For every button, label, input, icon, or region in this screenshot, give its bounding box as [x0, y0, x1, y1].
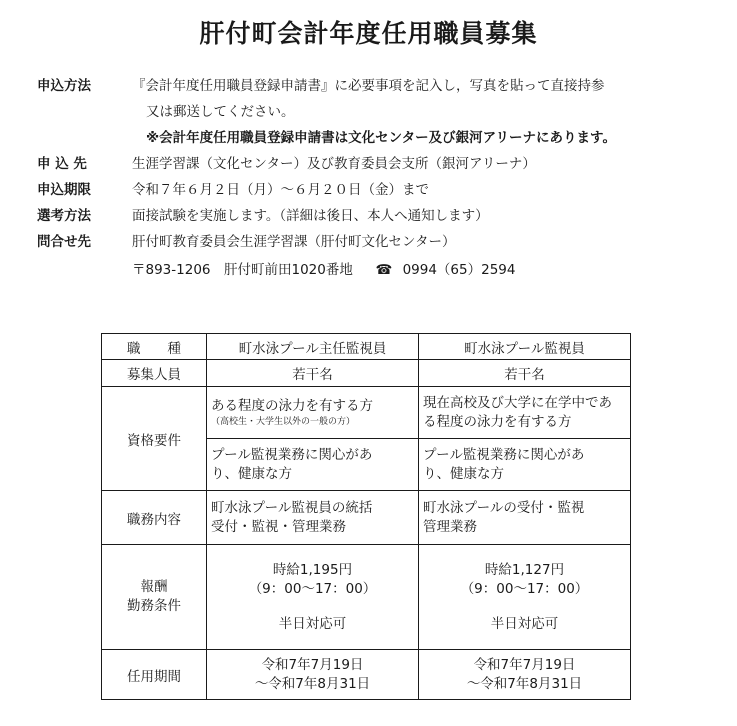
duties-label: 職務内容: [102, 491, 207, 545]
application-method-line2: 又は郵送してください。: [146, 104, 295, 120]
qualifications-label: 資格要件: [102, 387, 207, 491]
table-row-term: [102, 650, 631, 700]
duties-chief-line2: 受付・監視・管理業務: [211, 518, 346, 535]
qualifications-chief-1-note: （高校生・大学生以外の一般の方）: [211, 417, 356, 427]
qualifications-chief-2-line2: り、健康な方: [211, 465, 292, 482]
qualifications-monitor-1-line2: る程度の泳力を有する方: [423, 413, 572, 430]
compensation-chief-hours: （9：00～17：00）: [248, 580, 377, 597]
selection-method-label: 選考方法: [37, 208, 91, 224]
application-method-note: ※会計年度任用職員登録申請書は文化センター及び銀河アリーナにあります。: [146, 130, 616, 146]
application-method-label: 申込方法: [37, 78, 91, 94]
application-period-label: 申込期限: [37, 182, 91, 198]
phone-icon: ☎: [375, 262, 393, 278]
table-row-recruitment-count: [102, 360, 631, 387]
page-title: 肝付町会計年度任用職員募集: [199, 19, 538, 48]
term-monitor-line1: 令和7年7月19日: [473, 656, 576, 673]
duties-monitor: [419, 491, 631, 545]
header-chief-monitor: 町水泳プール主任監視員: [207, 334, 419, 360]
compensation-label-line1: 報酬: [140, 579, 168, 595]
recruitment-table: [101, 333, 631, 700]
application-destination-label: 申 込 先: [37, 156, 87, 172]
table-row-duties: [102, 491, 631, 545]
compensation-monitor-wage: 時給1,127円: [484, 561, 565, 578]
duties-chief: [207, 491, 419, 545]
contact-phone: 0994（65）2594: [402, 262, 516, 278]
term-chief: [207, 650, 419, 700]
qualifications-chief-1-text: ある程度の泳力を有する方: [211, 398, 373, 414]
table-row-compensation: [102, 545, 631, 650]
qualifications-monitor-2-line2: り、健康な方: [423, 465, 504, 482]
application-destination-value: 生涯学習課（文化センター）及び教育委員会支所（銀河アリーナ）: [132, 156, 536, 172]
duties-chief-line1: 町水泳プール監視員の統括: [211, 499, 373, 516]
contact-label: 問合せ先: [37, 234, 91, 250]
duties-monitor-line2: 管理業務: [423, 518, 477, 535]
term-monitor-line2: ～令和7年8月31日: [466, 675, 583, 692]
compensation-chief-half-day: 半日対応可: [278, 615, 347, 632]
contact-address: 〒893-1206 肝付町前田1020番地: [132, 262, 353, 278]
compensation-label: [102, 545, 207, 650]
qualifications-chief-2-line1: プール監視業務に関心があ: [211, 446, 373, 463]
application-period-value: 令和７年６月２日（月）～６月２０日（金）まで: [132, 182, 429, 198]
duties-monitor-line1: 町水泳プールの受付・監視: [423, 499, 585, 516]
application-method-line1: 『会計年度任用職員登録申請書』に必要事項を記入し，写真を貼って直接持参: [132, 78, 605, 94]
compensation-monitor: [419, 545, 631, 650]
recruitment-count-chief: 若干名: [207, 360, 419, 387]
compensation-chief-wage: 時給1,195円: [272, 561, 353, 578]
term-label: 任用期間: [102, 650, 207, 700]
qualifications-chief-1: [207, 387, 419, 439]
compensation-label-line2: 勤務条件: [127, 598, 181, 614]
header-monitor: 町水泳プール監視員: [419, 334, 631, 360]
recruitment-count-label: 募集人員: [102, 360, 207, 387]
recruitment-count-monitor: 若干名: [419, 360, 631, 387]
selection-method-value: 面接試験を実施します。（詳細は後日、本人へ通知します）: [132, 208, 489, 224]
table-row-qualifications-1: [102, 387, 631, 439]
term-monitor: [419, 650, 631, 700]
contact-value: 肝付町教育委員会生涯学習課（肝付町文化センター）: [132, 234, 456, 250]
qualifications-monitor-1: [419, 387, 631, 439]
compensation-monitor-hours: （9：00～17：00）: [460, 580, 589, 597]
qualifications-monitor-2: [419, 439, 631, 491]
qualifications-monitor-1-line1: 現在高校及び大学に在学中であ: [423, 394, 612, 411]
table-header-row: [102, 334, 631, 360]
term-chief-line1: 令和7年7月19日: [261, 656, 364, 673]
compensation-chief: [207, 545, 419, 650]
contact-address-line: [132, 260, 515, 280]
term-chief-line2: ～令和7年8月31日: [254, 675, 371, 692]
qualifications-chief-2: [207, 439, 419, 491]
header-job-type: 職 種: [102, 334, 207, 360]
qualifications-monitor-2-line1: プール監視業務に関心があ: [423, 446, 585, 463]
compensation-monitor-half-day: 半日対応可: [490, 615, 559, 632]
